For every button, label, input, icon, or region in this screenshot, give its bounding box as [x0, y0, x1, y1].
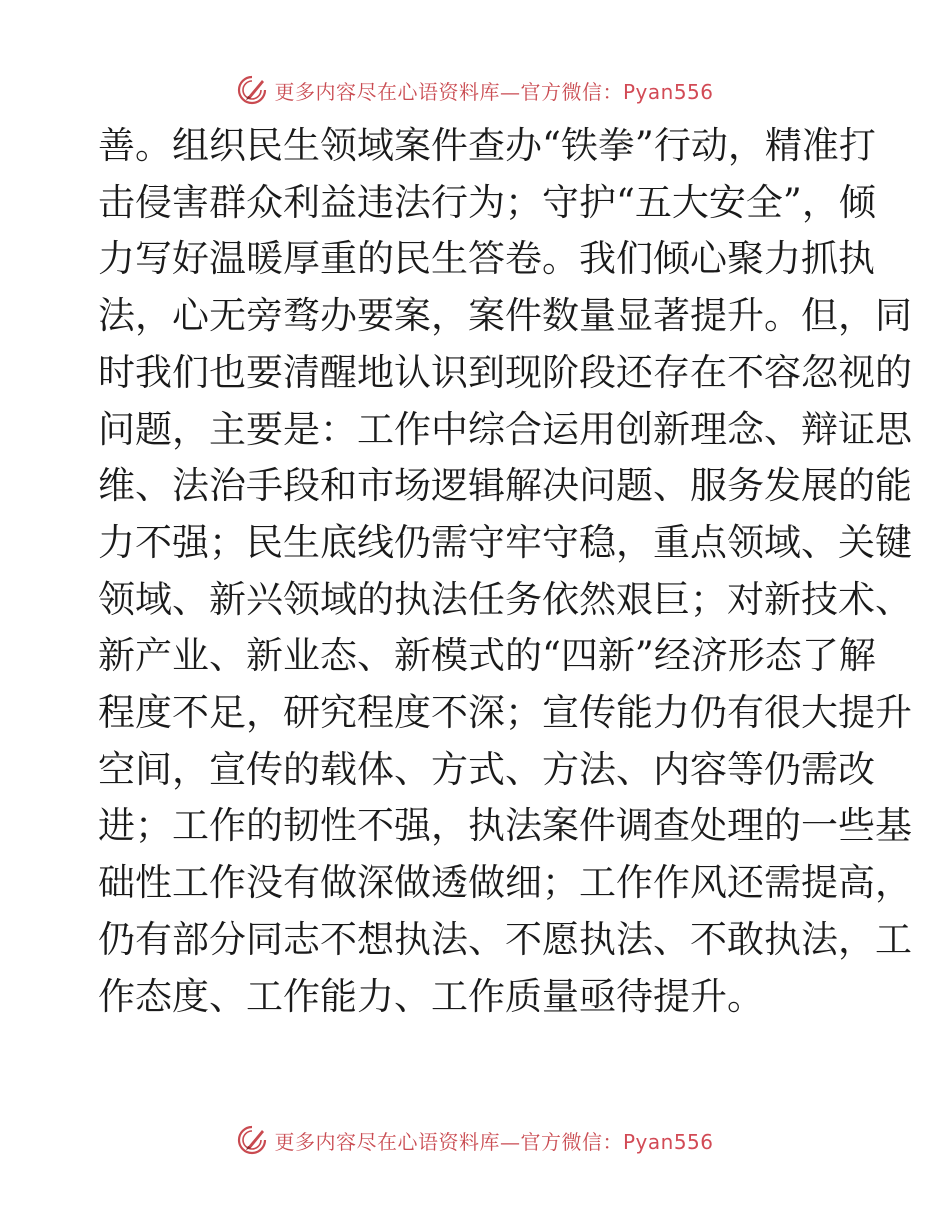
- watermark-footer-text-latin: Pyan556: [622, 1129, 714, 1154]
- watermark-footer-inner: [236, 1124, 713, 1156]
- paragraph-line: 领域、新兴领域的执法任务依然艰巨；对新技术、: [98, 577, 912, 621]
- paragraph-line: 力写好温暖厚重的民生答卷。我们倾心聚力抓执: [98, 237, 875, 281]
- watermark-header: [0, 70, 950, 110]
- watermark-header-text-cn: 更多内容尽在心语资料库—官方微信：: [274, 79, 623, 104]
- quill-pen-logo-icon: [236, 1124, 268, 1156]
- paragraph-line: 程度不足，研究程度不深；宣传能力仍有很大提升: [98, 691, 912, 735]
- paragraph-line: 维、法治手段和市场逻辑解决问题、服务发展的能: [98, 464, 912, 508]
- paragraph-line: 进；工作的韧性不强，执法案件调查处理的一些基: [98, 804, 912, 848]
- paragraph-line: 仍有部分同志不想执法、不愿执法、不敢执法，工: [98, 917, 912, 961]
- paragraph-line: 作态度、工作能力、工作质量亟待提升。: [98, 974, 764, 1018]
- watermark-header-text-latin: Pyan556: [622, 79, 714, 104]
- quill-pen-logo-icon: [236, 74, 268, 106]
- paragraph-line: 法，心无旁骛办要案，案件数量显著提升。但，同: [98, 294, 912, 338]
- paragraph-line: 空间，宣传的载体、方式、方法、内容等仍需改: [98, 747, 875, 791]
- watermark-footer-text: [274, 1126, 713, 1155]
- body-paragraph: [98, 118, 912, 1025]
- paragraph-line: 善。组织民生领域案件查办“铁拳”行动，精准打: [98, 124, 876, 167]
- paragraph-line: 问题，主要是：工作中综合运用创新理念、辩证思: [98, 407, 912, 451]
- watermark-footer: [0, 1120, 950, 1160]
- paragraph-line: 击侵害群众利益违法行为；守护“五大安全”，倾: [98, 180, 876, 224]
- watermark-footer-text-cn: 更多内容尽在心语资料库—官方微信：: [274, 1129, 623, 1154]
- paragraph-line: 新产业、新业态、新模式的“四新”经济形态了解: [98, 634, 876, 678]
- watermark-header-text: [274, 76, 713, 105]
- paragraph-line: 力不强；民生底线仍需守牢守稳，重点领域、关键: [98, 520, 912, 564]
- watermark-header-inner: [236, 74, 713, 106]
- paragraph-line: 础性工作没有做深做透做细；工作作风还需提高，: [98, 861, 912, 905]
- paragraph-line: 时我们也要清醒地认识到现阶段还存在不容忽视的: [98, 350, 912, 394]
